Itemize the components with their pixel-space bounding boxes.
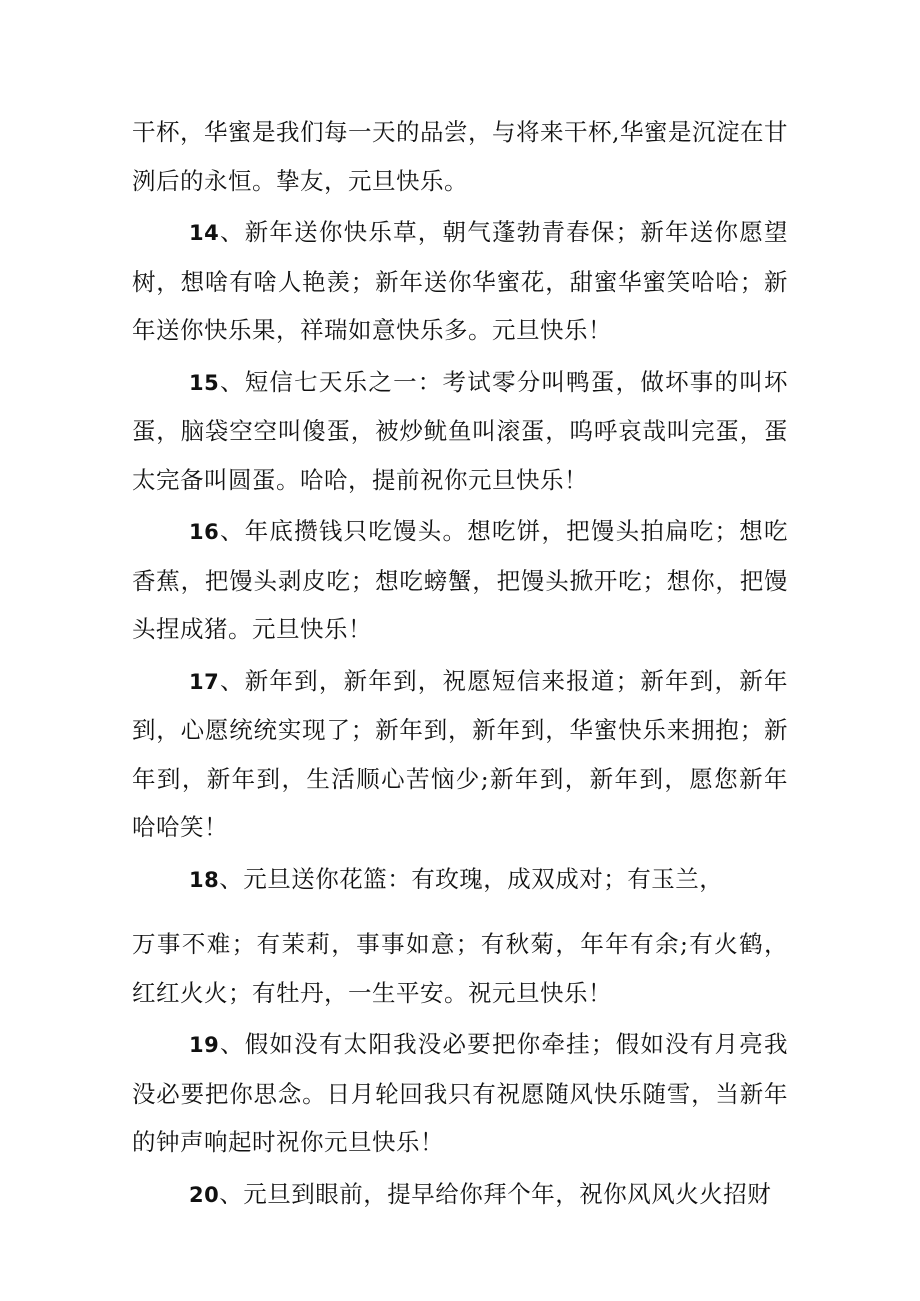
paragraph-number: 16 — [189, 520, 220, 544]
paragraph-text: 万事不难；有茉莉，事事如意；有秋菊，年年有余;有火鹤，红红火火；有牡丹，一生平安。祝元旦快乐！ — [132, 930, 788, 1007]
paragraph-20 — [132, 1170, 788, 1220]
paragraph-18 — [132, 855, 788, 905]
paragraph-number: 18 — [189, 867, 220, 892]
paragraph-text: 、短信七天乐之一：考试零分叫鸭蛋，做坏事的叫坏蛋，脑袋空空叫傻蛋，被炒鱿鱼叫滚蛋，呜呼哀哉叫完蛋，蛋太完备叫圆蛋。哈哈，提前祝你元旦快乐！ — [132, 367, 788, 494]
paragraph-15 — [132, 358, 788, 505]
paragraph-14 — [132, 208, 788, 355]
paragraph-text: 、年底攒钱只吃馒头。想吃饼，把馒头拍扁吃；想吃香蕉，把馒头剥皮吃；想吃螃蟹，把馒头掀开吃；想你，把馒头捏成猪。元旦快乐！ — [132, 517, 788, 643]
paragraph-18-continuation — [132, 920, 788, 1017]
paragraph-text: 、新年到，新年到，祝愿短信来报道；新年到，新年到，心愿统统实现了；新年到，新年到，华蜜快乐来拥抱；新年到，新年到，生活顺心苦恼少;新年到，新年到，愿您新年哈哈笑！ — [132, 666, 788, 841]
paragraph-17 — [132, 657, 788, 852]
paragraph-number: 20 — [189, 1182, 220, 1207]
paragraph-text: 、元旦送你花篮：有玫瑰，成双成对；有玉兰， — [219, 864, 724, 893]
paragraph-16 — [132, 507, 788, 654]
paragraph-continuation — [132, 108, 788, 205]
paragraph-number: 17 — [189, 669, 220, 694]
paragraph-text: 干杯，华蜜是我们每一天的品尝，与将来干杯,华蜜是沉淀在甘洌后的永恒。挚友，元旦快乐。 — [132, 118, 788, 195]
paragraph-number: 14 — [189, 221, 220, 245]
paragraph-text: 、元旦到眼前，提早给你拜个年，祝你风风火火招财 — [219, 1179, 772, 1208]
paragraph-number: 15 — [189, 370, 220, 395]
paragraph-text: 、新年送你快乐草，朝气蓬勃青春保；新年送你愿望树，想啥有啥人艳羡；新年送你华蜜花，甜蜜华蜜笑哈哈；新年送你快乐果，祥瑞如意快乐多。元旦快乐！ — [132, 218, 788, 344]
paragraph-19 — [132, 1020, 788, 1167]
paragraph-text: 、假如没有太阳我没必要把你牵挂；假如没有月亮我没必要把你思念。日月轮回我只有祝愿随风快乐随雪，当新年的钟声响起时祝你元旦快乐！ — [132, 1030, 788, 1156]
paragraph-number: 19 — [189, 1033, 220, 1057]
